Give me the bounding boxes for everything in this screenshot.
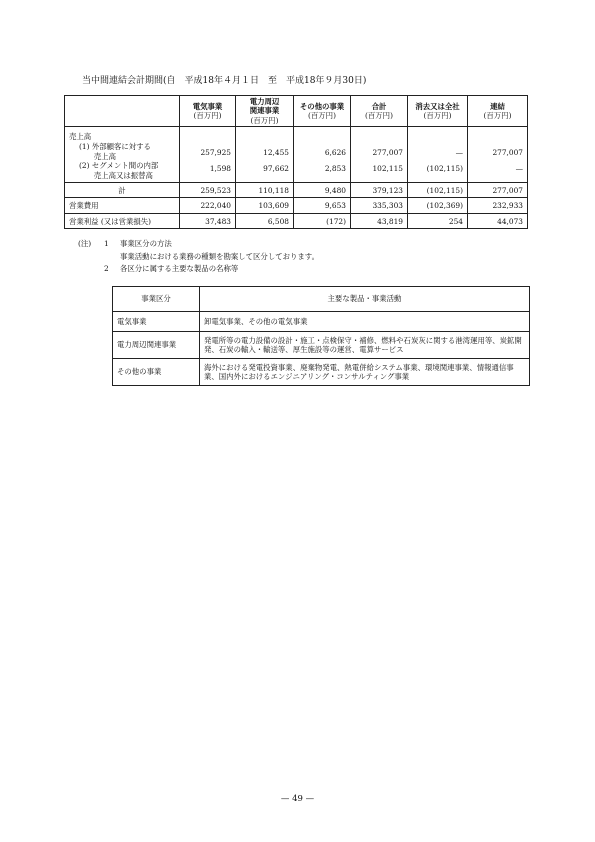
cell: 6,508 (236, 214, 294, 229)
table-row (113, 312, 530, 332)
cell: 254 (408, 214, 468, 229)
table-row (113, 332, 530, 359)
cell: 1,598 (180, 161, 236, 183)
page-number: — 49 — (280, 794, 315, 804)
segment-description-table (112, 286, 530, 386)
segment-table-header (65, 96, 528, 127)
notes-prefix: (注) (78, 239, 92, 248)
cell: (102,115) (408, 183, 468, 198)
cell: 257,925 (180, 142, 236, 161)
row-label: 計 (65, 183, 180, 198)
note2-number: 2 (104, 264, 109, 273)
desc-activities: 海外における発電投資事業、廃棄物発電、熱電併給システム事業、環境関連事業、情報通信事業、国内外におけるエンジニアリング・コンサルティング事業 (200, 359, 530, 386)
row-label: 営業利益 (又は営業損失) (65, 214, 180, 229)
cell: 110,118 (236, 183, 294, 198)
note1-body: 事業活動における業務の種類を勘案して区分しております。 (120, 251, 319, 261)
cell: 2,853 (294, 161, 351, 183)
note1-title: 事業区分の方法 (120, 239, 172, 248)
header-other: その他の事業 (百万円) (294, 96, 351, 127)
desc-header-activities: 主要な製品・事業活動 (200, 287, 530, 312)
cell: 277,007 (468, 142, 528, 161)
period-title: 当中間連結会計期間(自 平成18年４月１日 至 平成18年９月30日) (82, 76, 367, 86)
header-peripheral: 電力周辺 関連事業 (百万円) (236, 96, 294, 127)
cell: (172) (294, 214, 351, 229)
table-row (113, 359, 530, 386)
cell: 97,662 (236, 161, 294, 183)
desc-category: 電気事業 (113, 312, 200, 332)
header-consolidated: 連結 (百万円) (468, 96, 528, 127)
row-label: 営業費用 (65, 198, 180, 214)
desc-activities: 卸電気事業、その他の電気事業 (200, 312, 530, 332)
cell: 277,007 (468, 183, 528, 198)
cell: 379,123 (351, 183, 408, 198)
header-total: 合計 (百万円) (351, 96, 408, 127)
header-electric: 電気事業 (百万円) (180, 96, 236, 127)
cell: 232,933 (468, 198, 528, 214)
cell: 43,819 (351, 214, 408, 229)
cell: 335,303 (351, 198, 408, 214)
cell: 6,626 (294, 142, 351, 161)
desc-header-category: 事業区分 (113, 287, 200, 312)
table-row (65, 161, 528, 183)
cell: (102,115) (408, 161, 468, 183)
header-blank (65, 96, 180, 127)
cell: — (408, 142, 468, 161)
sales-heading: 売上高 (65, 127, 180, 143)
desc-activities: 発電所等の電力設備の設計・施工・点検保守・補修、燃料や石炭灰に関する港湾運用等、炭鉱開発、石炭の輸入・輸送等、厚生施設等の運営、電算サービス (200, 332, 530, 359)
table-row-profit (65, 214, 528, 229)
sales-heading-row (65, 127, 528, 143)
desc-header-row (113, 287, 530, 312)
row-label: (2) セグメント間の内部 売上高又は振替高 (65, 161, 180, 183)
table-row-total (65, 183, 528, 198)
row-label: (1) 外部顧客に対する 売上高 (65, 142, 180, 161)
cell: 103,609 (236, 198, 294, 214)
cell: 44,073 (468, 214, 528, 229)
cell: (102,369) (408, 198, 468, 214)
cell: 277,007 (351, 142, 408, 161)
cell: — (468, 161, 528, 183)
desc-category: その他の事業 (113, 359, 200, 386)
table-row (65, 142, 528, 161)
cell: 222,040 (180, 198, 236, 214)
cell: 9,480 (294, 183, 351, 198)
table-row-cost (65, 198, 528, 214)
note2-title: 各区分に属する主要な製品の名称等 (120, 264, 239, 273)
segment-table (64, 95, 528, 229)
header-elimination: 消去又は全社 (百万円) (408, 96, 468, 127)
cell: 259,523 (180, 183, 236, 198)
cell: 37,483 (180, 214, 236, 229)
desc-category: 電力周辺関連事業 (113, 332, 200, 359)
cell: 102,115 (351, 161, 408, 183)
cell: 9,653 (294, 198, 351, 214)
notes (78, 238, 319, 276)
note1-number: 1 (104, 239, 109, 248)
cell: 12,455 (236, 142, 294, 161)
